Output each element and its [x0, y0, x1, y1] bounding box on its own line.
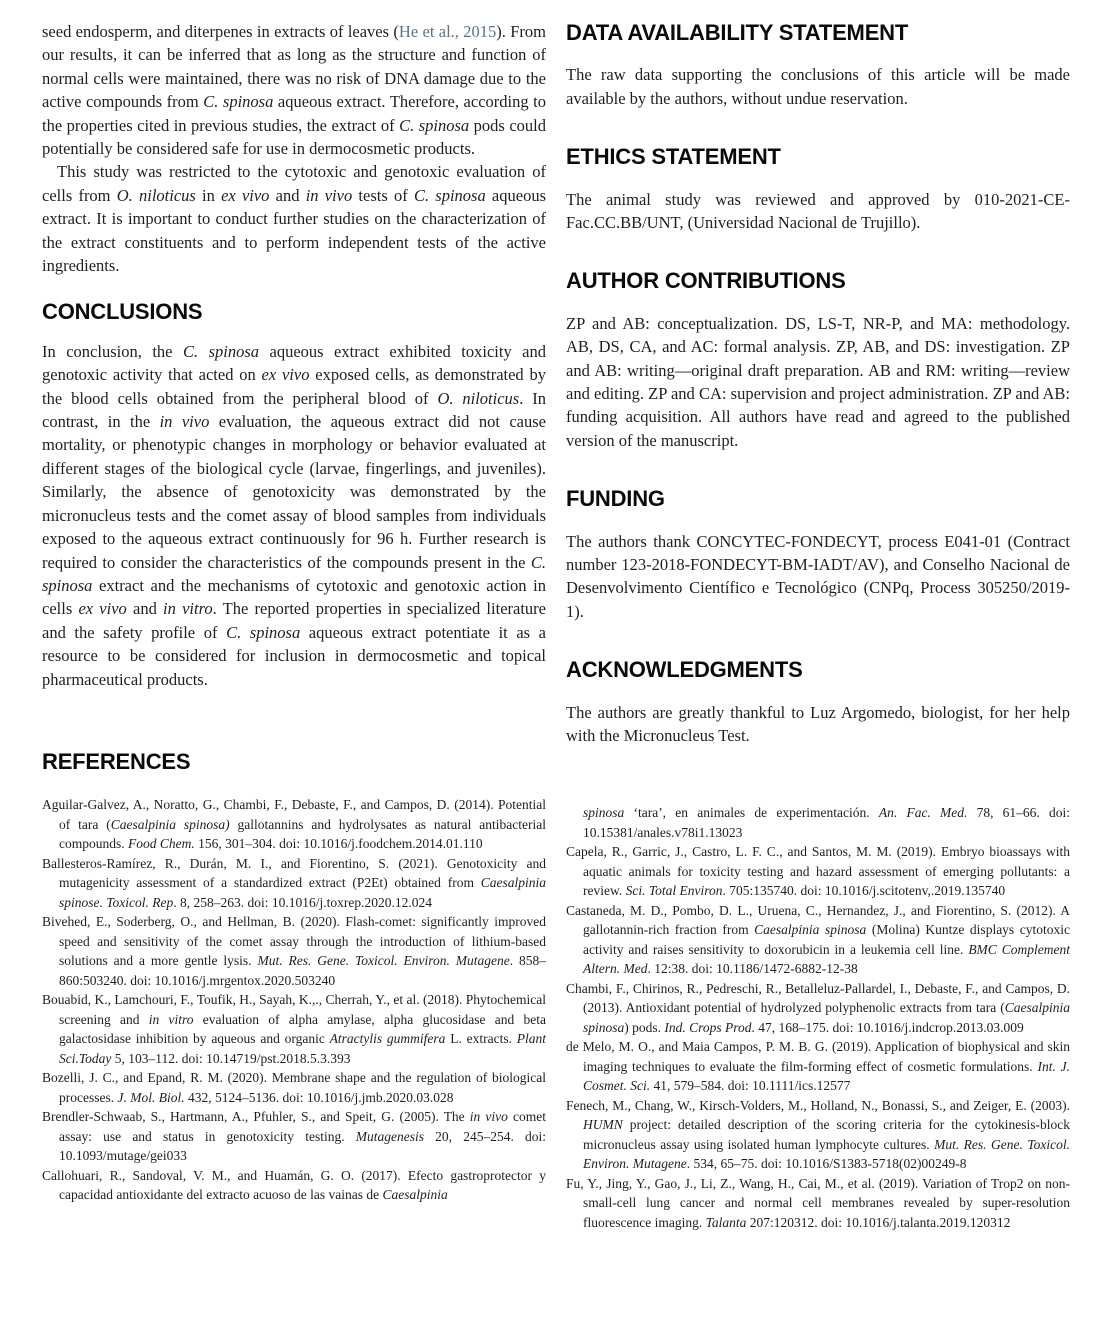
reference-item: Bouabid, K., Lamchouri, F., Toufik, H., Sayah, K.,., Cherrah, Y., et al. (2018). Phytochemical screening and in vitro evaluation of alpha amylase, alpha glucosidase and beta galactosidase inhibition by aqueous and organic Atractylis gummifera L. extracts. Plant Sci.Today 5, 103–112. doi: 10.14719/pst.2018.5.3.393 — [42, 992, 547, 1066]
italic-text: ex vivo — [221, 185, 270, 205]
section-acknowledgments — [566, 657, 1070, 747]
italic-text: C. spinosa — [203, 92, 274, 112]
data-availability-paragraph: The raw data supporting the conclusions of this article will be made available by the authors, without undue reservation. — [566, 65, 1070, 108]
italic-text: Mut. Res. Gene. Toxicol. Environ. Mutagene — [583, 1136, 1070, 1172]
italic-text: ex vivo — [78, 599, 127, 619]
italic-text: An. Fac. Med. — [878, 805, 968, 821]
italic-text: Caesalpinia — [382, 1187, 448, 1203]
section-heading-acknowledgments: ACKNOWLEDGMENTS — [566, 657, 803, 683]
italic-text: in vivo — [469, 1109, 508, 1125]
body-paragraph: This study was restricted to the cytotoxic and genotoxic evaluation of cells from O. niloticus in ex vivo and in vivo tests of C. spinosa aqueous extract. It is important to conduct further studies on the characterization of the extract constituents and to perform independent tests of the active ingredients. — [42, 162, 546, 276]
reference-item: de Melo, M. O., and Maia Campos, P. M. B. G. (2019). Application of biophysical and skin imaging techniques to evaluate the film-forming effect of cosmetic formulations. Int. J. Cosmet. Sci. 41, 579–584. doi: 10.1111/ics.12577 — [566, 1039, 1070, 1094]
italic-text: J. Mol. Biol. — [117, 1089, 185, 1105]
italic-text: Food Chem. — [128, 836, 195, 852]
section-heading-references: REFERENCES — [42, 748, 191, 774]
reference-item: Castaneda, M. D., Pombo, D. L., Uruena, C., Hernandez, J., and Fiorentino, S. (2012). A gallotannin-rich fraction from Caesalpinia spinosa (Molina) Kuntze displays cytotoxic activity and raises sensitivity to doxorubicin in a leukemia cell line. BMC Complement Altern. Med. 12:38. doi: 10.1186/1472-6882-12-38 — [566, 902, 1070, 977]
italic-text: C. spinosa — [182, 341, 260, 361]
reference-item: Ballesteros-Ramírez, R., Durán, M. I., and Fiorentino, S. (2021). Genotoxicity and mutagenicity assessment of a standardized extract (P2Et) obtained from Caesalpinia spinose. Toxicol. Rep. 8, 258–263. doi: 10.1016/j.toxrep.2020.12.024 — [42, 855, 546, 910]
italic-text: Caesalpinia spinosa — [583, 1000, 1070, 1035]
reference-item: Aguilar-Galvez, A., Noratto, G., Chambi, F., Debaste, F., and Campos, D. (2014). Potential of tara (Caesalpinia spinosa) gallotannins and hydrolysates as natural antibacterial compounds. Food Chem. 156, 301–304. doi: 10.1016/j.foodchem.2014.01.110 — [42, 797, 546, 852]
italic-text: in vivo — [305, 185, 353, 205]
italic-text: C. spinosa — [42, 552, 546, 595]
author-contributions-paragraph: ZP and AB: conceptualization. DS, LS-T, NR-P, and MA: methodology. AB, DS, CA, and AC: formal analysis. ZP, AB, and DS: investigation. ZP and AB: writing—original draft preparation. AB and RM: writing—review and editing. ZP and CA: supervision and project administration. ZP and AB: funding acquisition. All authors have read and agreed to the published version of the manuscript. — [566, 313, 1070, 450]
italic-text: C. spinosa — [399, 115, 470, 135]
italic-text: Sci. Total Environ — [625, 883, 723, 899]
reference-item: Callohuari, R., Sandoval, V. M., and Huamán, G. O. (2017). Efecto gastroprotector y capacidad antioxidante del extracto acuoso de las vainas de Caesalpinia — [42, 1167, 546, 1203]
italic-text: Plant Sci.Today — [59, 1031, 546, 1066]
italic-text: ex vivo — [261, 365, 310, 385]
italic-text: Ind. Crops Prod — [664, 1019, 752, 1035]
section-author-contributions — [566, 268, 1070, 452]
citation-link[interactable]: He et al., 2015 — [398, 22, 497, 41]
italic-text: Caesalpinia spinosa) — [110, 816, 230, 832]
section-ethics-statement — [566, 144, 1070, 234]
italic-text: Mut. Res. Gene. Toxicol. Environ. Mutagene — [257, 953, 510, 969]
left-column — [42, 20, 546, 1344]
italic-text: HUMN — [583, 1117, 623, 1133]
acknowledgments-paragraph: The authors are greatly thankful to Luz Argomedo, biologist, for her help with the Micronucleus Test. — [566, 702, 1070, 746]
references-list-right — [566, 803, 1070, 1232]
conclusions-paragraph: In conclusion, the C. spinosa aqueous extract exhibited toxicity and genotoxic activity that acted on ex vivo exposed cells, as demonstrated by the blood cells obtained from the peripheral blood of O. niloticus. In contrast, in the in vivo evaluation, the aqueous extract did not cause mortality, or phenotypic changes in morphology or behavior evaluated at different stages of the biological cycle (larvae, fingerlings, and juveniles). Similarly, the absence of genotoxicity was demonstrated by the micronucleus tests and the comet assay of blood samples from individuals exposed to the aqueous extract continuously for 96 h. Further research is required to consider the characteristics of the compounds present in the C. spinosa extract and the mechanisms of cytotoxic and genotoxic action in cells ex vivo and in vitro. The reported properties in specialized literature and the safety profile of C. spinosa aqueous extract potentiate it as a resource to be considered for inclusion in dermocosmetic and topical pharmaceutical products. — [42, 341, 547, 689]
italic-text: Mutagenesis — [355, 1128, 424, 1144]
references-list-left — [42, 795, 546, 1205]
italic-text: C. spinosa — [226, 622, 301, 642]
italic-text: spinosa — [583, 805, 625, 821]
section-heading-funding: FUNDING — [566, 486, 665, 512]
italic-text: Int. J. Cosmet. Sci. — [583, 1058, 1070, 1094]
section-heading-ethics-statement: ETHICS STATEMENT — [566, 144, 781, 170]
section-heading-data-availability: DATA AVAILABILITY STATEMENT — [566, 20, 909, 45]
ethics-statement-paragraph: The animal study was reviewed and approved by 010-2021-CE-Fac.CC.BB/UNT, (Universidad Nacional de Trujillo). — [566, 189, 1070, 232]
reference-item: spinosa ‘tara’, en animales de experimentación. An. Fac. Med. 78, 61–66. doi: 10.15381/anales.v78i1.13023 — [583, 805, 1070, 840]
reference-item: Fu, Y., Jing, Y., Gao, J., Li, Z., Wang, H., Cai, M., et al. (2019). Variation of Trop2 on non-small-cell lung cancer and normal cell membranes revealed by super-resolution fluorescence imaging. Talanta 207:120312. doi: 10.1016/j.talanta.2019.120312 — [566, 1175, 1070, 1230]
body-paragraph: seed endosperm, and diterpenes in extracts of leaves (He et al., 2015). From our results, it can be inferred that as long as the structure and function of normal cells were maintained, there was no risk of DNA damage due to the active compounds from C. spinosa aqueous extract. Therefore, according to the properties cited in previous studies, the extract of C. spinosa pods could potentially be considered safe for use in dermocosmetic products. — [42, 22, 547, 159]
italic-text: Atractylis gummifera — [329, 1031, 446, 1047]
right-column — [566, 20, 1070, 1344]
reference-item: Bozelli, J. C., and Epand, R. M. (2020). Membrane shape and the regulation of biological processes. J. Mol. Biol. 432, 5124–5136. doi: 10.1016/j.jmb.2020.03.028 — [42, 1070, 546, 1105]
reference-item: Chambi, F., Chirinos, R., Pedreschi, R., Betalleluz-Pallardel, I., Debaste, F., and Campos, D. (2013). Antioxidant potential of hydrolyzed polyphenolic extracts from tara (Caesalpinia spinosa) pods. Ind. Crops Prod. 47, 168–175. doi: 10.1016/j.indcrop.2013.03.009 — [566, 980, 1070, 1035]
italic-text: in vitro — [163, 599, 213, 619]
italic-text: O. niloticus — [116, 185, 196, 205]
section-funding — [566, 486, 1070, 623]
reference-item: Fenech, M., Chang, W., Kirsch-Volders, M., Holland, N., Bonassi, S., and Zeiger, E. (2003). HUMN project: detailed description of the scoring criteria for the cytokinesis-block micronucleus assay using isolated human lymphocyte cultures. Mut. Res. Gene. Toxicol. Environ. Mutagene. 534, 65–75. doi: 10.1016/S1383-5718(02)00249-8 — [566, 1097, 1070, 1172]
italic-text: Talanta — [705, 1214, 747, 1230]
italic-text: in vitro — [148, 1011, 194, 1027]
section-heading-author-contributions: AUTHOR CONTRIBUTIONS — [566, 268, 846, 294]
reference-item: Capela, R., Garric, J., Castro, L. F. C., and Santos, M. M. (2019). Embryo bioassays with aquatic animals for toxicity testing and hazard assessment of emerging pollutants: a review. Sci. Total Environ. 705:135740. doi: 10.1016/j.scitotenv,.2019.135740 — [566, 844, 1070, 899]
italic-text: C. spinosa — [413, 185, 486, 205]
section-heading-conclusions: CONCLUSIONS — [42, 299, 203, 325]
section-data-availability — [566, 20, 1070, 110]
reference-item: Brendler-Schwaab, S., Hartmann, A., Pfuhler, S., and Speit, G. (2005). The in vivo comet assay: use and status in genotoxicity testing. Mutagenesis 20, 245–254. doi: 10.1093/mutage/gei033 — [42, 1109, 546, 1164]
funding-paragraph: The authors thank CONCYTEC-FONDECYT, process E041-01 (Contract number 123-2018-FONDECYT-BM-IADT/AV), and Conselho Nacional de Desenvolvimento Científico e Tecnológico (CNPq, Process 305250/2019-1). — [566, 531, 1070, 621]
italic-text: in vivo — [159, 412, 210, 432]
italic-text: Caesalpinia spinose. Toxicol. Rep — [59, 875, 546, 910]
italic-text: BMC Complement Altern. Med — [583, 941, 1070, 977]
reference-item: Bivehed, E., Soderberg, O., and Hellman, B. (2020). Flash-comet: significantly improved speed and sensitivity of the comet assay through the introduction of lithium-based solutions and a more gentle lysis. Mut. Res. Gene. Toxicol. Environ. Mutagene. 858–860:503240. doi: 10.1016/j.mrgentox.2020.503240 — [42, 914, 546, 988]
italic-text: O. niloticus — [437, 388, 520, 408]
italic-text: Caesalpinia spinosa — [754, 922, 867, 938]
